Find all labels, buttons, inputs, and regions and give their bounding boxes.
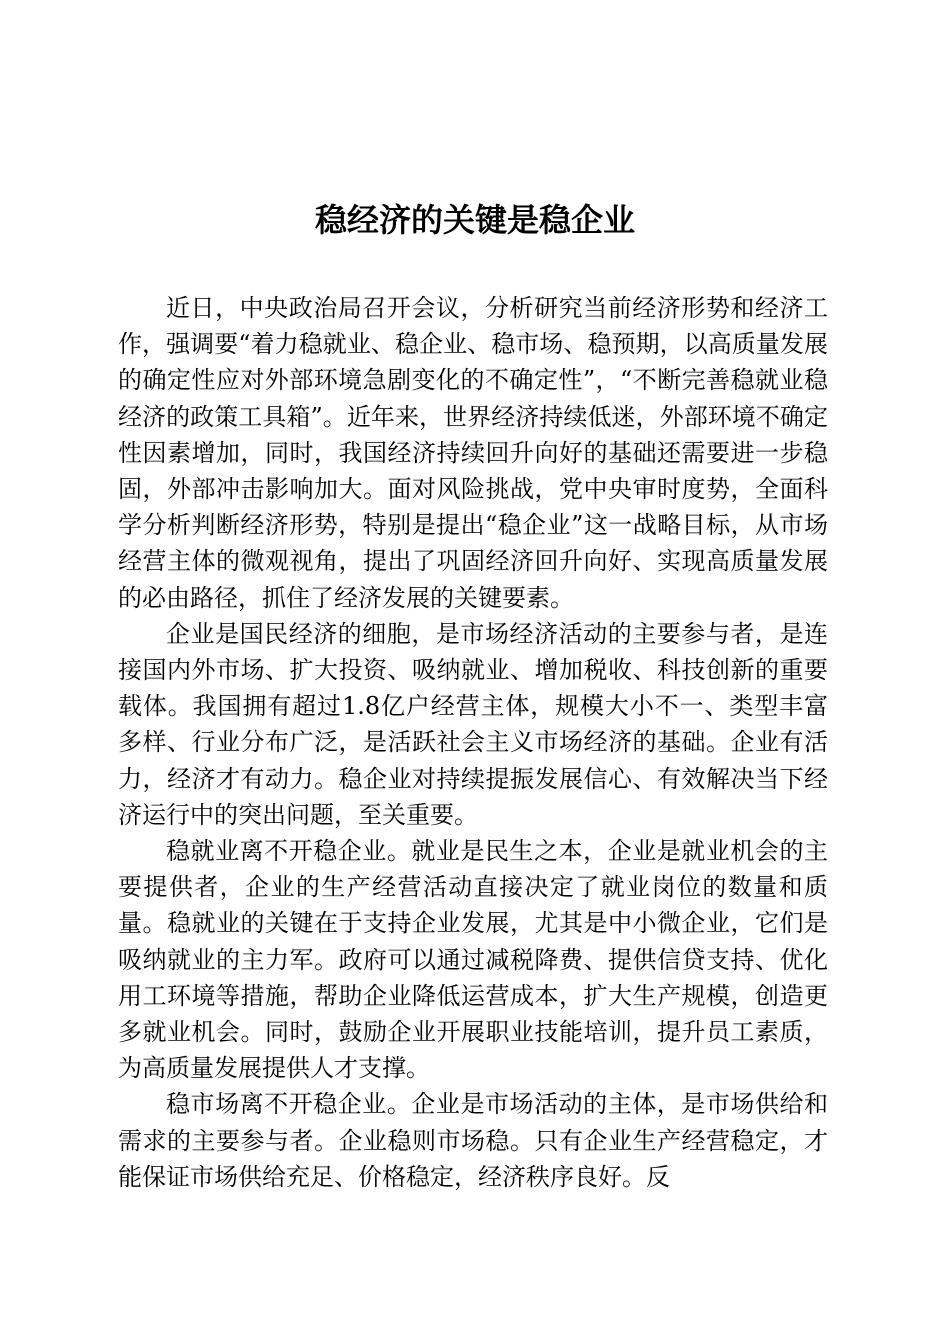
paragraph: 稳市场离不开稳企业。企业是市场活动的主体，是市场供给和需求的主要参与者。企业稳则市场稳。只有企业生产经营稳定，才能保证市场供给充足、价格稳定，经济秩序良好。反 [118,1090,828,1191]
paragraph: 企业是国民经济的细胞，是市场经济活动的主要参与者，是连接国内外市场、扩大投资、吸纳就业、增加税收、科技创新的重要载体。我国拥有超过1.8亿户经营主体，规模大小不一、类型丰富多样、行业分布广泛，是活跃社会主义市场经济的基础。企业有活力，经济才有动力。稳企业对持续提振发展信心、有效解决当下经济运行中的突出问题，至关重要。 [118,619,828,829]
document-title: 稳经济的关键是稳企业 [314,201,635,239]
paragraph: 稳就业离不开稳企业。就业是民生之本，企业是就业机会的主要提供者，企业的生产经营活动直接决定了就业岗位的数量和质量。稳就业的关键在于支持企业发展，尤其是中小微企业，它们是吸纳就业的主力军。政府可以通过减税降费、提供信贷支持、优化用工环境等措施，帮助企业降低运营成本，扩大生产规模，创造更多就业机会。同时，鼓励企业开展职业技能培训，提升员工素质，为高质量发展提供人才支撑。 [118,837,828,1083]
paragraph: 近日，中央政治局召开会议，分析研究当前经济形势和经济工作，强调要“着力稳就业、稳企业、稳市场、稳预期，以高质量发展的确定性应对外部环境急剧变化的不确定性”，“不断完善稳就业稳经济的政策工具箱”。近年来，世界经济持续低迷，外部环境不确定性因素增加，同时，我国经济持续回升向好的基础还需要进一步稳固，外部冲击影响加大。面对风险挑战，党中央审时度势，全面科学分析判断经济形势，特别是提出“稳企业”这一战略目标，从市场经营主体的微观视角，提出了巩固经济回升向好、实现高质量发展的必由路径，抓住了经济发展的关键要素。 [118,294,828,612]
document-body [118,290,828,1195]
